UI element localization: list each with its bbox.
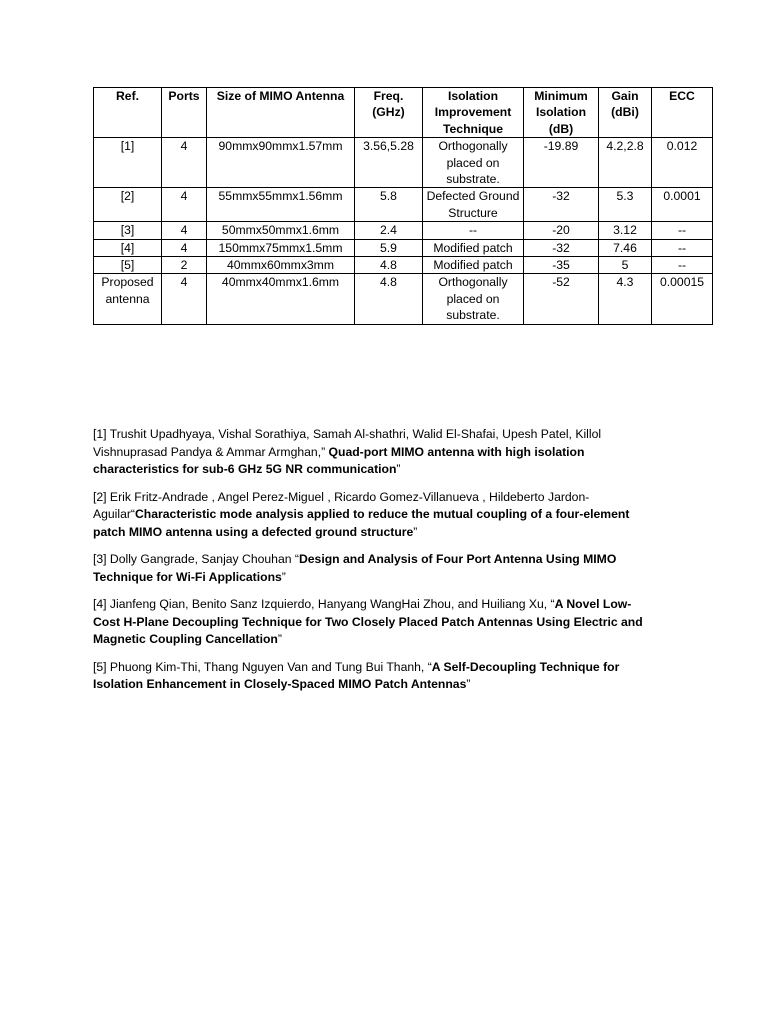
header-technique: Isolation Improvement Technique [423, 88, 524, 138]
reference-title: Characteristic mode analysis applied to reduce the mutual coupling of a four-element patch MIMO antenna using a defected ground structure [93, 507, 630, 539]
reference-close-quote: ” [466, 677, 471, 691]
header-ports: Ports [162, 88, 207, 138]
reference-authors: [1] Trushit Upadhyaya, Vishal Sorathiya, Samah Al-shathri, Walid El-Shafai, Upesh Patel, Killol Vishnuprasad Pandya & Ammar Armghan,” [93, 427, 602, 459]
reference-authors: [5] Phuong Kim-Thi, Thang Nguyen Van and Tung Bui Thanh, “ [93, 659, 432, 674]
table-cell: 2.4 [355, 222, 423, 239]
table-cell: -20 [524, 222, 599, 239]
reference-title: A Novel Low-Cost H-Plane Decoupling Technique for Two Closely Placed Patch Antennas Using Electric and Magnetic Coupling Cancellation [93, 597, 643, 646]
table-cell: 4.8 [355, 257, 423, 274]
table-cell: 0.0001 [652, 188, 713, 222]
table-cell: -19.89 [524, 138, 599, 188]
table-row [94, 222, 713, 239]
reference-3 [93, 551, 653, 586]
reference-close-quote: ” [277, 632, 282, 646]
table-row [94, 274, 713, 324]
table-cell: 90mmx90mmx1.57mm [207, 138, 355, 188]
reference-close-quote: ” [281, 569, 286, 584]
table-cell: Orthogonally placed on substrate. [423, 274, 524, 324]
header-freq: Freq. (GHz) [355, 88, 423, 138]
table-cell: Modified patch [423, 257, 524, 274]
table-cell: 40mmx60mmx3mm [207, 257, 355, 274]
table-cell: -- [652, 222, 713, 239]
table-cell: 4.3 [599, 274, 652, 324]
table-cell: Modified patch [423, 239, 524, 256]
table-cell: 4.2,2.8 [599, 138, 652, 188]
reference-5 [93, 659, 653, 694]
reference-title: A Self-Decoupling Technique for Isolation Enhancement in Closely-Spaced MIMO Patch Antennas [93, 659, 620, 691]
table-cell: 3.56,5.28 [355, 138, 423, 188]
table-cell: 0.00015 [652, 274, 713, 324]
reference-close-quote: ” [413, 524, 418, 539]
table-cell: -- [652, 257, 713, 274]
table-header-row [94, 88, 713, 138]
table-cell: 3.12 [599, 222, 652, 239]
table-cell: 7.46 [599, 239, 652, 256]
table-cell: [5] [94, 257, 162, 274]
table-cell: -32 [524, 239, 599, 256]
table-cell: [3] [94, 222, 162, 239]
table-cell: [4] [94, 239, 162, 256]
table-cell: 4 [162, 274, 207, 324]
table-cell: Proposed antenna [94, 274, 162, 324]
table-cell: 150mmx75mmx1.5mm [207, 239, 355, 256]
table-cell: Defected Ground Structure [423, 188, 524, 222]
table-cell: 2 [162, 257, 207, 274]
table-cell: 50mmx50mmx1.6mm [207, 222, 355, 239]
header-min-isolation: Minimum Isolation (dB) [524, 88, 599, 138]
table-cell: 5.3 [599, 188, 652, 222]
table-cell: -32 [524, 188, 599, 222]
table-cell: [2] [94, 188, 162, 222]
table-cell: 4 [162, 188, 207, 222]
reference-authors: [4] Jianfeng Qian, Benito Sanz Izquierdo, Hanyang WangHai Zhou, and Huiliang Xu, “ [93, 597, 555, 611]
table-cell: -35 [524, 257, 599, 274]
table-row [94, 239, 713, 256]
reference-title: Design and Analysis of Four Port Antenna Using MIMO Technique for Wi-Fi Applications [93, 552, 617, 584]
table-cell: -52 [524, 274, 599, 324]
table-cell: 4 [162, 138, 207, 188]
reference-close-quote: ” [396, 462, 401, 476]
reference-2 [93, 489, 653, 542]
table-row [94, 257, 713, 274]
table-cell: 5.8 [355, 188, 423, 222]
table-row [94, 138, 713, 188]
table-cell: 5.9 [355, 239, 423, 256]
table-cell: 4 [162, 239, 207, 256]
table-cell: -- [652, 239, 713, 256]
table-cell: [1] [94, 138, 162, 188]
header-ecc: ECC [652, 88, 713, 138]
reference-authors: [3] Dolly Gangrade, Sanjay Chouhan “ [93, 552, 299, 566]
table-cell: -- [423, 222, 524, 239]
reference-authors: [2] Erik Fritz-Andrade , Angel Perez-Miguel , Ricardo Gomez-Villanueva , Hildeberto Jardon-Aguilar“ [93, 489, 590, 521]
reference-title: Quad-port MIMO antenna with high isolation characteristics for sub-6 GHz 5G NR communication [93, 444, 585, 476]
reference-list [93, 426, 653, 704]
table-cell: 0.012 [652, 138, 713, 188]
table-cell: 5 [599, 257, 652, 274]
table-row [94, 188, 713, 222]
reference-4 [93, 596, 653, 649]
table-cell: Orthogonally placed on substrate. [423, 138, 524, 188]
header-size: Size of MIMO Antenna [207, 88, 355, 138]
reference-1 [93, 426, 653, 479]
header-gain: Gain (dBi) [599, 88, 652, 138]
table-cell: 4.8 [355, 274, 423, 324]
table-cell: 4 [162, 222, 207, 239]
table-cell: 55mmx55mmx1.56mm [207, 188, 355, 222]
comparison-table [93, 87, 713, 325]
header-ref: Ref. [94, 88, 162, 138]
table-cell: 40mmx40mmx1.6mm [207, 274, 355, 324]
